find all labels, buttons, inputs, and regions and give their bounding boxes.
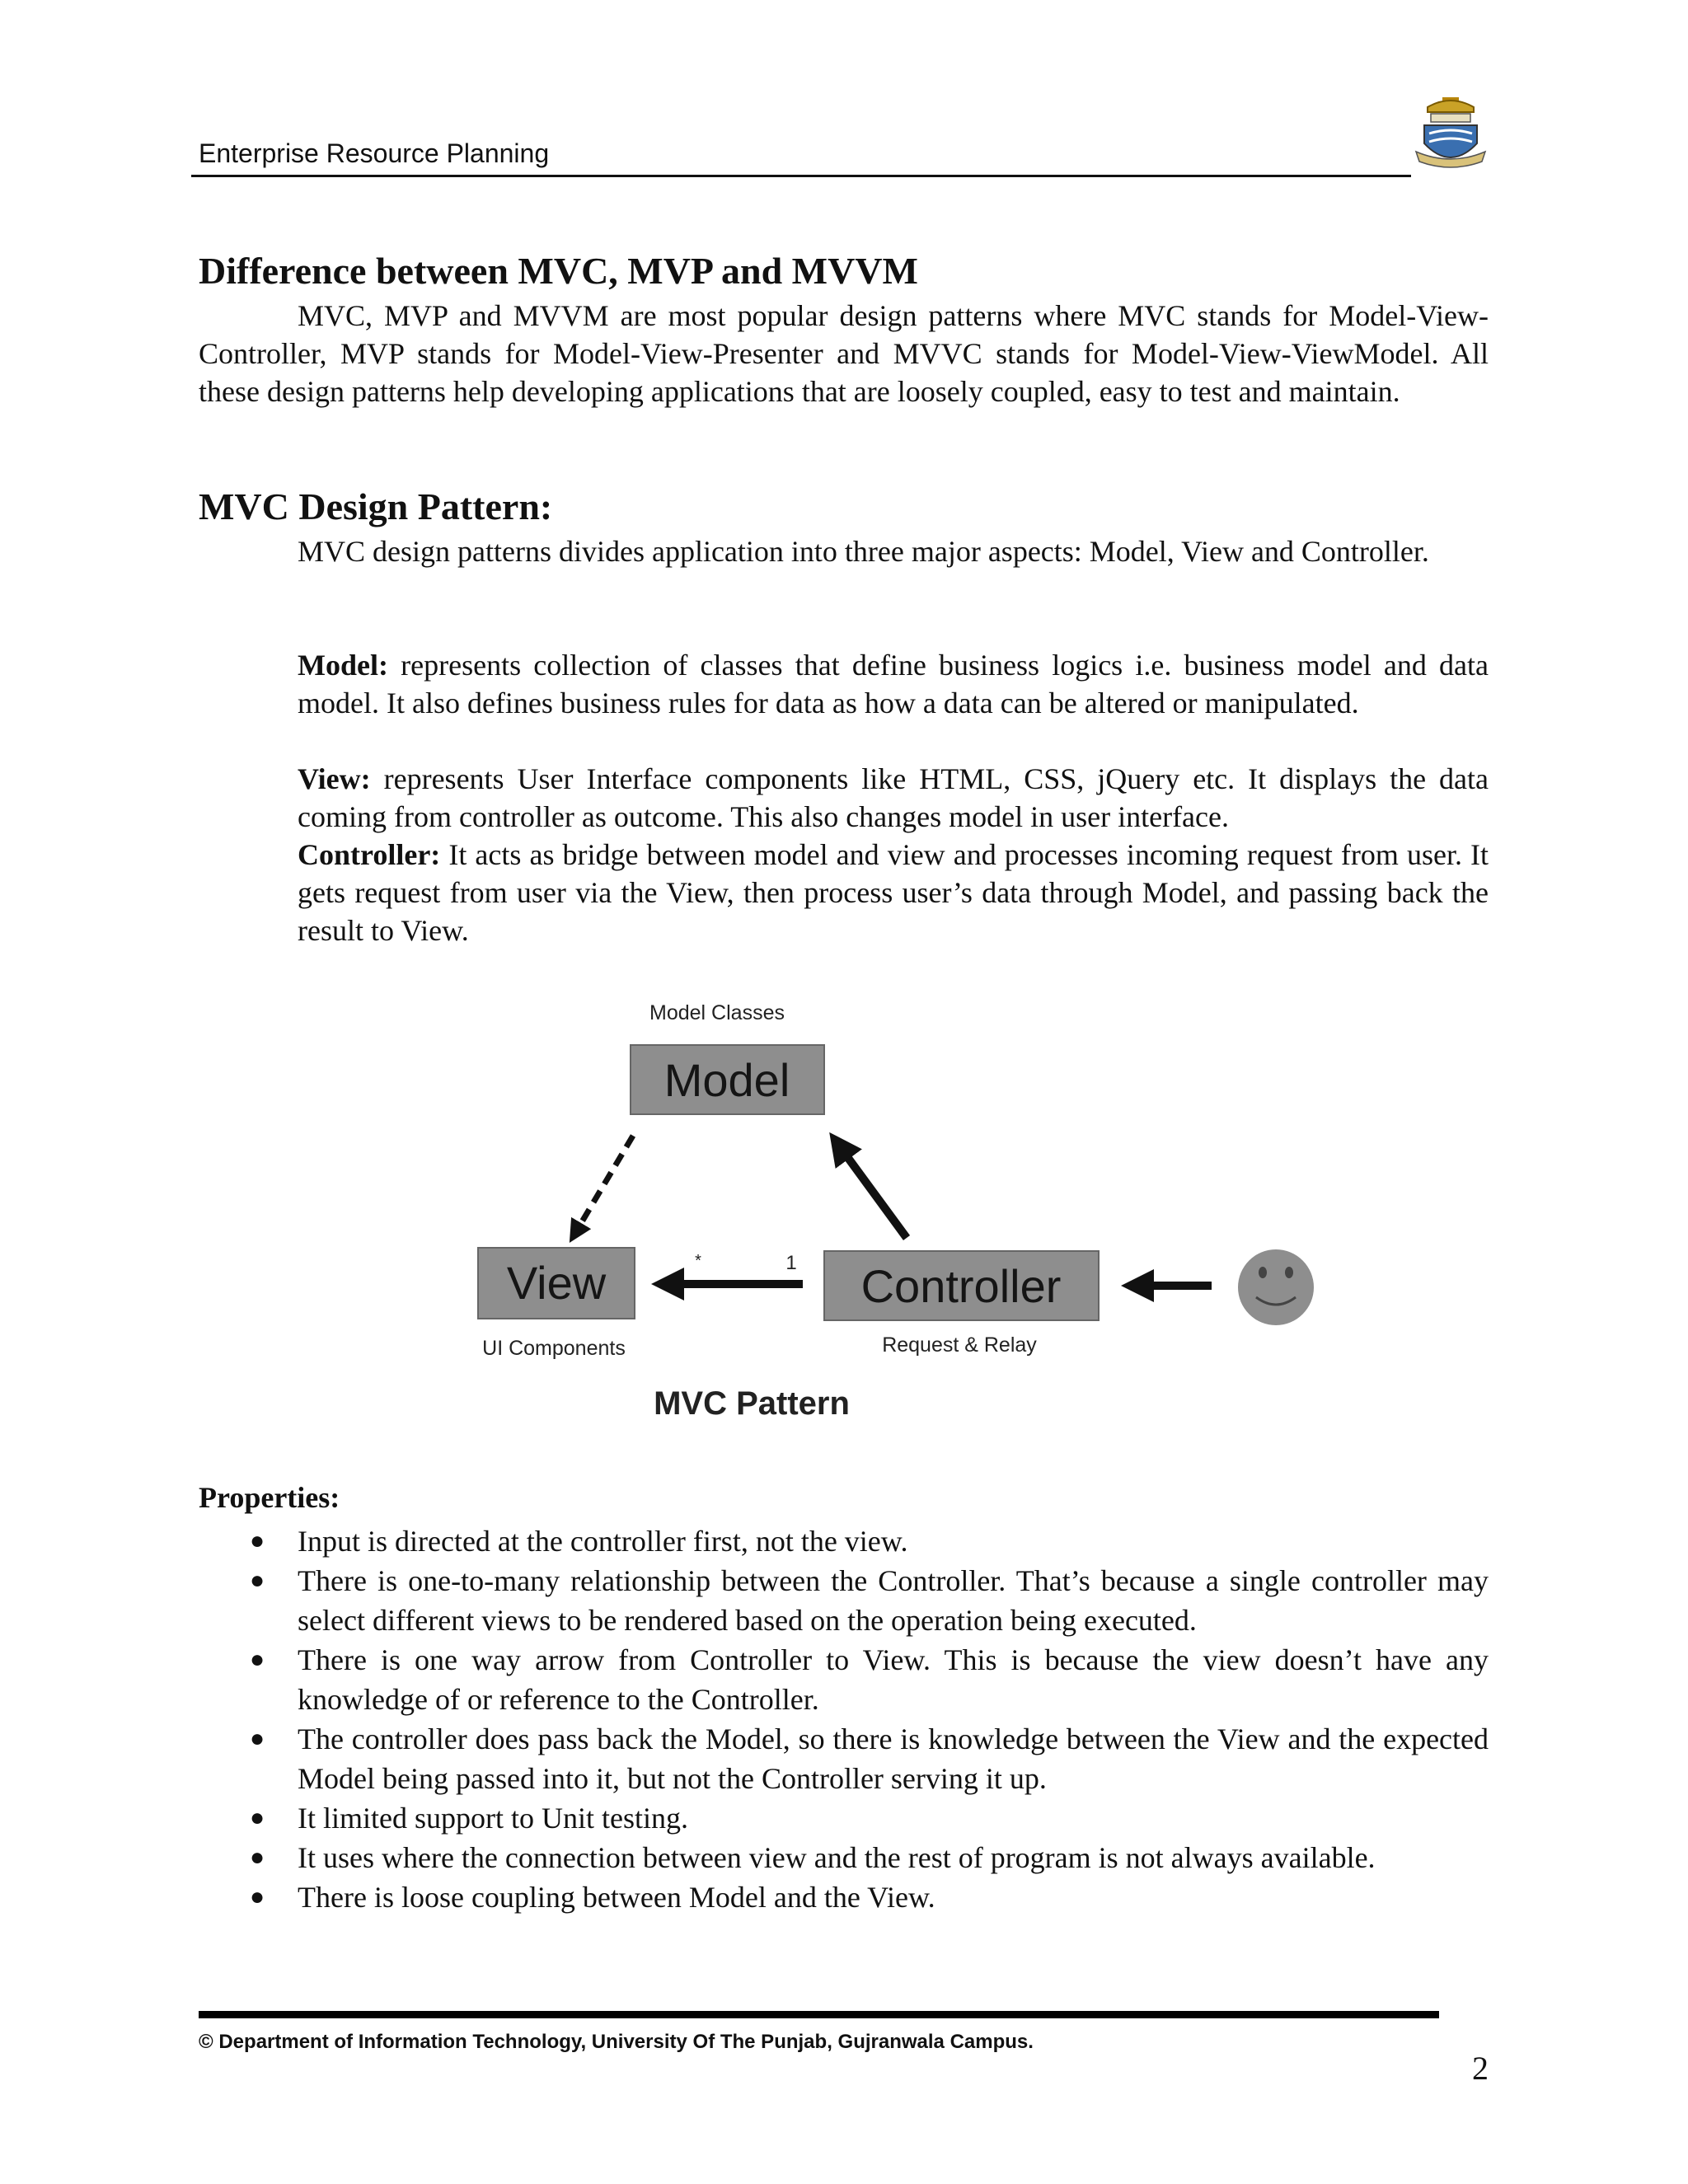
- definition-term: Model:: [298, 649, 388, 682]
- definition-controller: [298, 836, 1489, 949]
- list-item-text: There is loose coupling between Model and the View.: [298, 1881, 935, 1914]
- definition-model: [298, 646, 1489, 722]
- list-item-text: There is one-to-many relationship between the Controller. That’s because a single controller may select different views to be rendered based on the operation being executed.: [298, 1564, 1489, 1637]
- bullet-icon: ●: [250, 1804, 265, 1831]
- list-item: [199, 1521, 1489, 1561]
- list-item: [199, 1877, 1489, 1917]
- multiplicity-one: 1: [785, 1252, 797, 1274]
- model-label: Model: [663, 1054, 790, 1106]
- definition-text: represents User Interface components like HTML, CSS, jQuery etc. It displays the data coming from controller as outcome. This also changes model in user interface.: [298, 762, 1489, 833]
- diagram-title: MVC Pattern: [654, 1385, 850, 1422]
- list-item: [199, 1561, 1489, 1640]
- page-number: 2: [1472, 2050, 1489, 2087]
- list-item: [199, 1719, 1489, 1798]
- bullet-icon: ●: [250, 1883, 265, 1910]
- controller-to-model-arrow: [839, 1146, 907, 1238]
- list-item-text: It limited support to Unit testing.: [298, 1802, 688, 1835]
- controller-caption: Request & Relay: [882, 1333, 1037, 1357]
- smiley-face-icon: [1238, 1249, 1314, 1325]
- definition-text: It acts as bridge between model and view and processes incoming request from user. It gets request from user via the View, then process user’s data through Model, and passing back the result to View.: [298, 838, 1489, 947]
- section-heading-mvc: MVC Design Pattern:: [199, 485, 553, 527]
- list-item: [199, 1640, 1489, 1719]
- list-item-text: The controller does pass back the Model, so there is knowledge between the View and the expected Model being passed into it, but not the Controller serving it up.: [298, 1722, 1489, 1795]
- properties-heading: Properties:: [199, 1481, 340, 1514]
- mvc-diagram: [462, 989, 1335, 1434]
- bullet-icon: ●: [250, 1567, 265, 1594]
- section-paragraph-mvc: MVC design patterns divides application into three major aspects: Model, View and Controller.: [298, 535, 1429, 568]
- model-to-view-arrow: [575, 1136, 633, 1233]
- page-header-title: Enterprise Resource Planning: [199, 138, 550, 168]
- footer-rule: [199, 2011, 1439, 2018]
- controller-label: Controller: [860, 1260, 1062, 1312]
- list-item: [199, 1798, 1489, 1838]
- model-caption: Model Classes: [649, 1001, 785, 1024]
- bullet-icon: ●: [250, 1646, 265, 1673]
- view-caption: UI Components: [482, 1337, 626, 1360]
- definition-text: represents collection of classes that define business logics i.e. business model and data model. It also defines business rules for data as how a data can be altered or manipulated.: [298, 649, 1489, 719]
- bullet-icon: ●: [250, 1844, 265, 1871]
- bullet-icon: ●: [250, 1725, 265, 1752]
- list-item-text: There is one way arrow from Controller to View. This is because the view doesn’t have any knowledge of or reference to the Controller.: [298, 1643, 1489, 1716]
- definition-view: [298, 760, 1489, 836]
- section-paragraph-difference: MVC, MVP and MVVM are most popular design patterns where MVC stands for Model-View-Controller, MVP stands for Model-View-Presenter and MVVC stands for Model-View-ViewModel. All these design patterns help developing applications that are loosely coupled, easy to test and maintain.: [199, 299, 1489, 408]
- header-rule: [191, 175, 1411, 177]
- bullet-icon: ●: [250, 1527, 265, 1554]
- list-item-text: It uses where the connection between view and the rest of program is not always available.: [298, 1841, 1376, 1874]
- definition-term: View:: [298, 762, 371, 795]
- list-item-text: Input is directed at the controller first, not the view.: [298, 1525, 908, 1558]
- section-heading-difference: Difference between MVC, MVP and MVVM: [199, 250, 918, 292]
- view-label: View: [506, 1257, 607, 1309]
- properties-list: [199, 1521, 1489, 1917]
- list-item: [199, 1838, 1489, 1877]
- multiplicity-many: *: [695, 1252, 701, 1270]
- university-crest-icon: [1409, 92, 1492, 175]
- definition-term: Controller:: [298, 838, 441, 871]
- footer-text: © Department of Information Technology, University Of The Punjab, Gujranwala Campus.: [199, 2031, 1034, 2053]
